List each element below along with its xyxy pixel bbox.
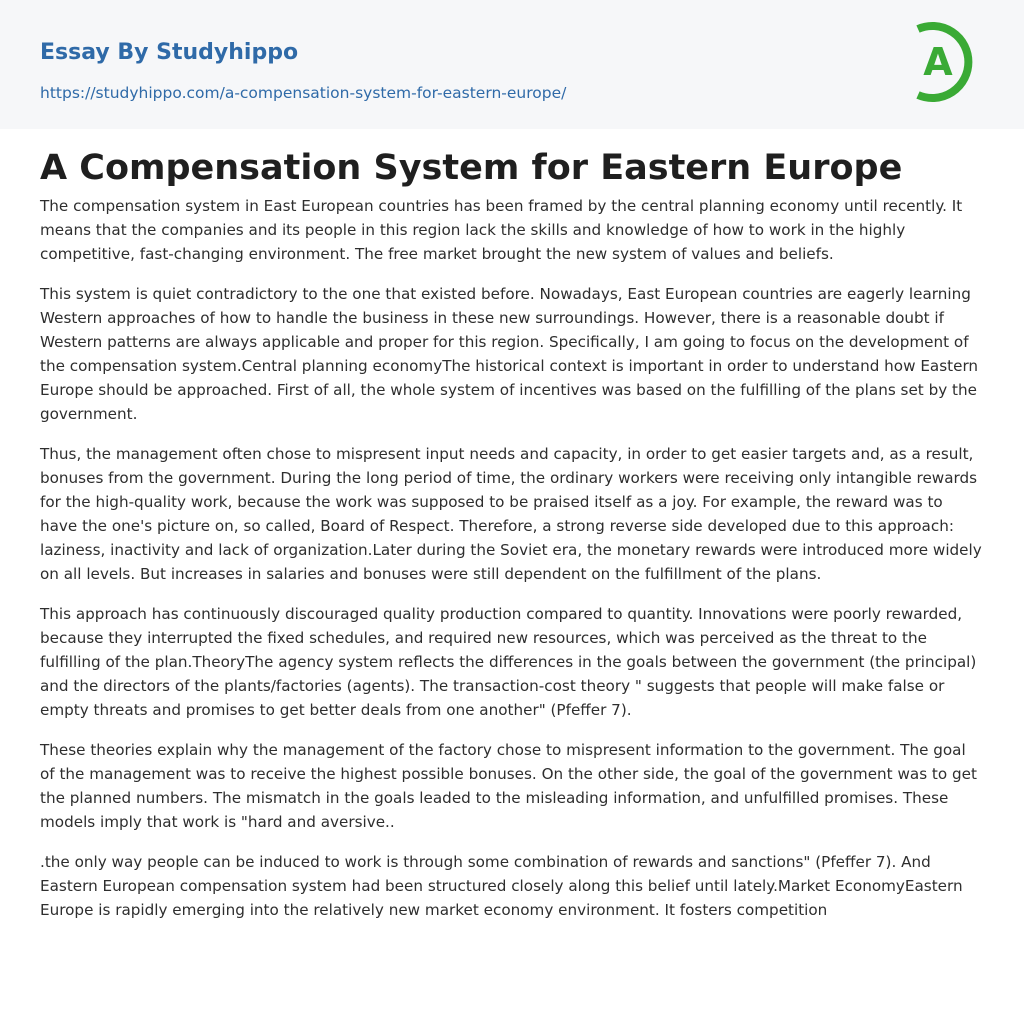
site-header xyxy=(0,0,1024,129)
paragraph: Thus, the management often chose to mispresent input needs and capacity, in order to get easier targets and, as a result, bonuses from the government. During the long period of time, the ordinary workers were receiving only intangible rewards for the high-quality work, because the work was supposed to be praised itself as a joy. For example, the reward was to have the one's picture on, so called, Board of Respect. Therefore, a strong reverse side developed due to this approach: laziness, inactivity and lack of organization.Later during the Soviet era, the monetary rewards were introduced more widely on all levels. But increases in salaries and bonuses were still dependent on the fulfillment of the plans. xyxy=(40,445,982,583)
studyhippo-logo-icon[interactable] xyxy=(912,19,986,105)
page-title: A Compensation System for Eastern Europe xyxy=(40,148,903,188)
logo-letter: A xyxy=(923,40,953,84)
paragraph: This approach has continuously discouraged quality production compared to quantity. Innovations were poorly rewarded, because they interrupted the fixed schedules, and required new resources, which was perceived as the threat to the fulfilling of the plan.TheoryThe agency system reflects the differences in the goals between the government (the principal) and the directors of the plants/factories (agents). The transaction-cost theory " suggests that people will make false or empty threats and promises to get better deals from one another" (Pfeffer 7). xyxy=(40,605,977,719)
paragraph: This system is quiet contradictory to the one that existed before. Nowadays, East European countries are eagerly learning Western approaches of how to handle the business in these new surroundings. However, there is a reasonable doubt if Western patterns are always applicable and proper for this region. Specifically, I am going to focus on the development of the compensation system.Central planning economyThe historical context is important in order to understand how Eastern Europe should be approached. First of all, the whole system of incentives was based on the fulfilling of the plans set by the government. xyxy=(40,285,979,423)
paragraph: .the only way people can be induced to work is through some combination of rewards and sanctions" (Pfeffer 7). And Eastern European compensation system had been structured closely along this belief until lately.Market EconomyEastern Europe is rapidly emerging into the relatively new market economy environment. It fosters competition xyxy=(40,853,963,919)
paragraph: The compensation system in East European countries has been framed by the central planning economy until recently. It means that the companies and its people in this region lack the skills and knowledge of how to work in the highly competitive, fast-changing environment. The free market brought the new system of values and beliefs. xyxy=(40,197,963,263)
paragraph: These theories explain why the management of the factory chose to mispresent information to the government. The goal of the management was to receive the highest possible bonuses. On the other side, the goal of the government was to get the planned numbers. The mismatch in the goals leaded to the misleading information, and unfulfilled promises. These models imply that work is "hard and aversive.. xyxy=(40,741,977,831)
brand-title[interactable]: Essay By Studyhippo xyxy=(40,40,299,65)
source-url-link[interactable]: https://studyhippo.com/a-compensation-system-for-eastern-europe/ xyxy=(40,84,567,102)
article-body xyxy=(40,194,984,938)
